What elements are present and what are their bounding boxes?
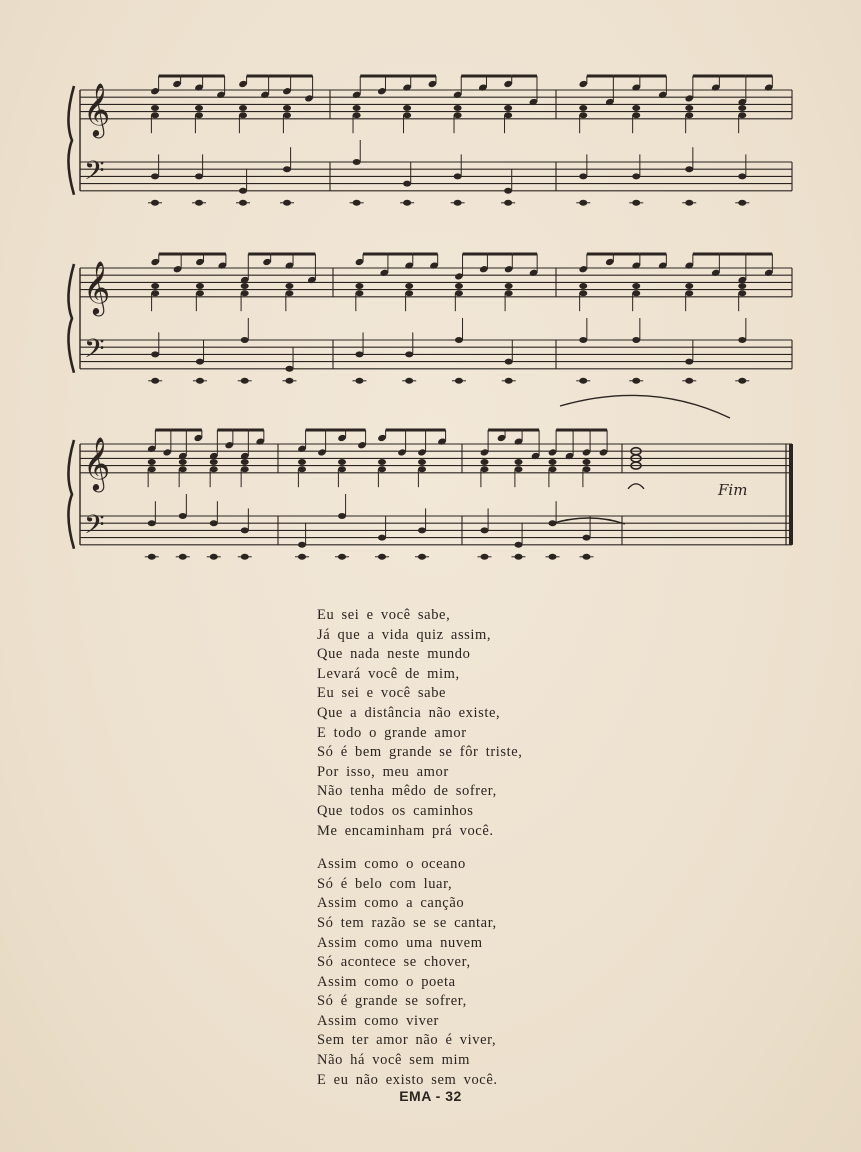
- chord-note: [151, 290, 159, 296]
- bass-note: [418, 527, 426, 533]
- chord-note: [195, 112, 203, 118]
- treble-clef-icon: 𝄞: [83, 259, 111, 314]
- treble-clef-icon: 𝄞: [83, 81, 111, 136]
- bass-note: [179, 513, 187, 519]
- chord-note: [283, 112, 291, 118]
- chord-note: [151, 105, 159, 111]
- chord-note: [403, 112, 411, 118]
- bass-note: [405, 351, 413, 357]
- chord-note: [515, 466, 523, 472]
- chord-note: [405, 283, 413, 289]
- chord-note: [738, 112, 746, 118]
- chord-note: [241, 466, 249, 472]
- chord-note: [455, 283, 463, 289]
- bass-note: [505, 359, 513, 365]
- bass-clef-icon: 𝄢: [84, 508, 105, 547]
- chord-note: [378, 459, 386, 465]
- chord-note: [685, 283, 693, 289]
- lyric-line: Assim como a canção: [317, 895, 465, 912]
- lyric-line: Eu sei e você sabe: [317, 685, 447, 702]
- lyric-line: Só é belo com luar,: [317, 875, 453, 892]
- chord-note: [455, 290, 463, 296]
- chord-note: [504, 105, 512, 111]
- chord-note: [579, 283, 587, 289]
- bass-note: [515, 542, 523, 548]
- lyrics-block: [317, 606, 637, 1104]
- chord-note: [632, 105, 640, 111]
- bass-note: [151, 351, 159, 357]
- bass-note: [355, 351, 363, 357]
- bass-note: [579, 337, 587, 343]
- chord-note: [418, 459, 426, 465]
- chord-note: [353, 105, 361, 111]
- bass-note: [241, 337, 249, 343]
- lyric-line: Já que a vida quiz assim,: [317, 626, 492, 643]
- lyric-line: Me encaminham prá você.: [317, 822, 494, 839]
- chord-note: [151, 112, 159, 118]
- chord-note: [151, 283, 159, 289]
- chord-note: [338, 466, 346, 472]
- bass-note: [196, 359, 204, 365]
- bass-note: [481, 527, 489, 533]
- chord-note: [505, 290, 513, 296]
- bass-note: [298, 542, 306, 548]
- chord-note: [685, 290, 693, 296]
- bass-clef-icon: 𝄢: [84, 154, 105, 193]
- bass-note: [151, 173, 159, 179]
- fermata-icon: [628, 484, 644, 489]
- lyric-line: Eu sei e você sabe,: [317, 607, 451, 623]
- chord-note: [583, 459, 591, 465]
- grand-staff-brace: [68, 86, 74, 195]
- chord-note: [632, 290, 640, 296]
- chord-note: [454, 105, 462, 111]
- bass-note: [583, 535, 591, 541]
- bass-note: [378, 535, 386, 541]
- chord-note: [505, 283, 513, 289]
- bass-note: [455, 337, 463, 343]
- treble-clef-icon: 𝄞: [83, 435, 111, 490]
- chord-note: [481, 466, 489, 472]
- chord-note: [454, 112, 462, 118]
- bass-note: [738, 337, 746, 343]
- chord-note: [405, 290, 413, 296]
- chord-note: [549, 466, 557, 472]
- chord-note: [210, 466, 218, 472]
- chord-note: [285, 283, 293, 289]
- bass-note: [454, 173, 462, 179]
- chord-note: [195, 105, 203, 111]
- chord-note: [685, 112, 693, 118]
- lyric-line: Que todos os caminhos: [317, 802, 474, 819]
- bass-note: [239, 188, 247, 194]
- lyric-line: Só é grande se sofrer,: [317, 993, 467, 1010]
- bass-note: [579, 173, 587, 179]
- bass-note: [338, 513, 346, 519]
- lyric-line: Assim como o oceano: [317, 856, 466, 873]
- lyric-line: Assim como o poeta: [317, 973, 456, 990]
- lyric-line: Que nada neste mundo: [317, 646, 471, 663]
- stanza-2: [317, 855, 637, 1090]
- chord-note: [285, 290, 293, 296]
- chord-note: [298, 459, 306, 465]
- chord-note: [579, 290, 587, 296]
- system-1: [68, 76, 792, 206]
- chord-note: [196, 290, 204, 296]
- bass-note: [403, 181, 411, 187]
- stanza-1: [317, 606, 637, 841]
- chord-note: [355, 283, 363, 289]
- lyric-line: Assim como uma nuvem: [317, 934, 483, 951]
- chord-note: [549, 459, 557, 465]
- chord-note: [403, 105, 411, 111]
- chord-note: [738, 290, 746, 296]
- chord-note: [579, 105, 587, 111]
- chord-note: [338, 459, 346, 465]
- page-footer: EMA - 32: [399, 1088, 462, 1104]
- score-systems: [68, 76, 793, 560]
- chord-note: [378, 466, 386, 472]
- chord-note: [239, 105, 247, 111]
- lyric-line: Que a distância não existe,: [317, 704, 501, 721]
- lyric-line: Não há você sem mim: [317, 1052, 471, 1069]
- bass-note: [685, 166, 693, 172]
- bass-note: [353, 159, 361, 165]
- chord-note: [515, 459, 523, 465]
- chord-note: [241, 459, 249, 465]
- bass-note: [210, 520, 218, 526]
- chord-note: [632, 283, 640, 289]
- bass-note: [195, 173, 203, 179]
- chord-note: [738, 105, 746, 111]
- chord-note: [738, 283, 746, 289]
- lyric-line: Assim como viver: [317, 1012, 439, 1029]
- grand-staff-brace: [68, 440, 74, 549]
- chord-note: [283, 105, 291, 111]
- lyric-line: E eu não existo sem você.: [317, 1071, 498, 1088]
- lyric-line: Só é bem grande se fôr triste,: [317, 744, 523, 761]
- bass-note: [148, 520, 156, 526]
- chord-note: [583, 466, 591, 472]
- lyric-line: Sem ter amor não é viver,: [317, 1032, 497, 1049]
- chord-note: [418, 466, 426, 472]
- bass-clef-icon: 𝄢: [84, 332, 105, 371]
- chord-note: [148, 459, 156, 465]
- chord-note: [179, 466, 187, 472]
- lyric-line: Não tenha mêdo de sofrer,: [317, 783, 497, 800]
- lyric-line: Por isso, meu amor: [317, 763, 449, 780]
- final-barline-thick: [789, 444, 793, 545]
- lyric-line: Só acontece se chover,: [317, 954, 471, 971]
- bass-note: [285, 366, 293, 372]
- chord-note: [579, 112, 587, 118]
- chord-note: [148, 466, 156, 472]
- chord-note: [241, 283, 249, 289]
- chord-note: [210, 459, 218, 465]
- lyric-line: Só tem razão se se cantar,: [317, 914, 497, 931]
- system-3: [68, 395, 793, 559]
- bass-note: [632, 173, 640, 179]
- bass-note: [241, 527, 249, 533]
- lyric-line: Levará você de mim,: [317, 665, 460, 682]
- bass-note: [685, 359, 693, 365]
- bass-note: [738, 173, 746, 179]
- bass-note: [504, 188, 512, 194]
- system-2: [68, 254, 792, 384]
- chord-note: [196, 283, 204, 289]
- chord-note: [241, 290, 249, 296]
- chord-note: [632, 112, 640, 118]
- chord-note: [685, 105, 693, 111]
- chord-note: [504, 112, 512, 118]
- chord-note: [481, 459, 489, 465]
- bass-note: [632, 337, 640, 343]
- grand-staff-brace: [68, 264, 74, 373]
- bass-note: [283, 166, 291, 172]
- fim-marking: Fim: [718, 481, 748, 499]
- chord-note: [298, 466, 306, 472]
- chord-note: [355, 290, 363, 296]
- lyric-line: E todo o grande amor: [317, 724, 467, 741]
- chord-note: [353, 112, 361, 118]
- chord-note: [179, 459, 187, 465]
- slur: [560, 395, 730, 418]
- chord-note: [239, 112, 247, 118]
